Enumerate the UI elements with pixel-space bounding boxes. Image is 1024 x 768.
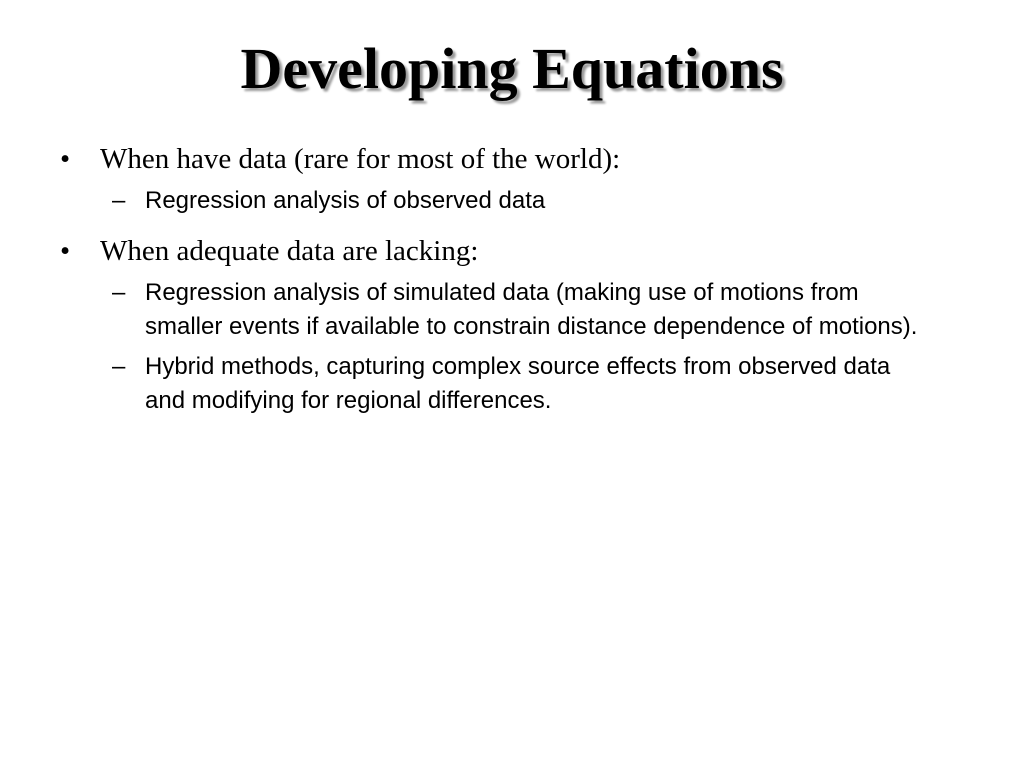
sub-bullet-item [60,276,925,344]
sub-bullet-text: Regression analysis of observed data [145,187,546,214]
sub-bullet-item [60,350,925,418]
slide-body [60,140,960,432]
sub-bullet-text: Regression analysis of simulated data (making use of motions from smaller events if available to constrain distance dependence of motions). [145,279,918,340]
bullet-text: When have data (rare for most of the world): [100,143,621,175]
dash-marker: – [112,279,126,306]
sub-bullet-item [60,184,925,218]
bullet-marker: • [60,235,71,267]
bullet-item [60,232,960,270]
sub-list [60,276,960,418]
sub-bullet-text: Hybrid methods, capturing complex source effects from observed data and modifying for regional differences. [145,353,891,414]
dash-marker: – [112,353,126,380]
bullet-item [60,140,960,178]
sub-list [60,184,960,218]
slide-title: Developing Equations [240,36,784,101]
dash-marker: – [112,187,126,214]
bullet-marker: • [60,143,71,175]
bullet-text: When adequate data are lacking: [100,235,479,267]
